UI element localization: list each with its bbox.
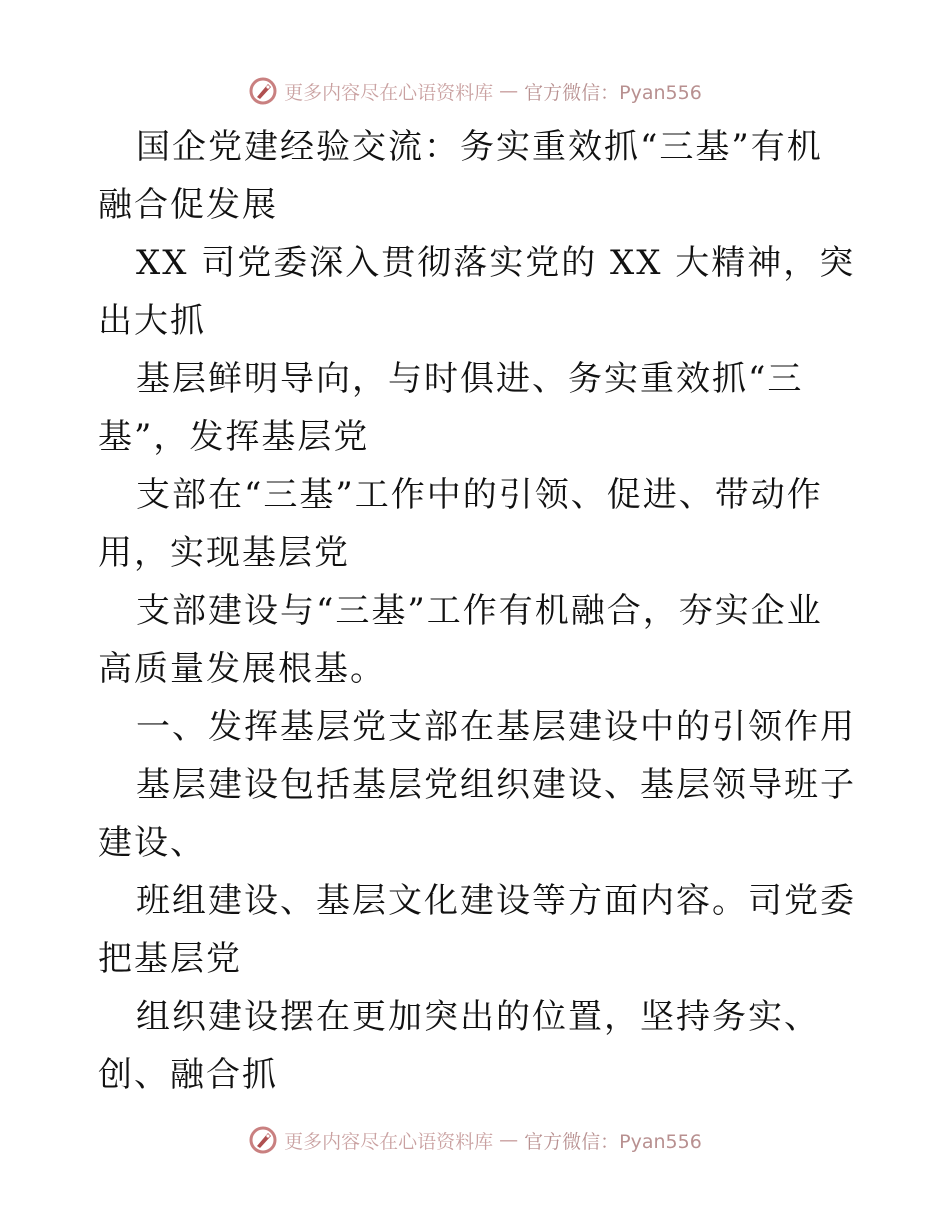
- watermark-wechat: 官方微信：Pyan556: [524, 1130, 702, 1153]
- paragraph: 支部建设与“三基”工作有机融合，夯实企业高质量发展根基。: [98, 591, 823, 689]
- header-watermark: [0, 71, 950, 111]
- watermark-text: 更多内容尽在心语资料库: [284, 81, 494, 104]
- paragraph: 基层鲜明导向，与时俱进、务实重效抓“三基”，发挥基层党: [98, 359, 804, 457]
- section-heading: 一、发挥基层党支部在基层建设中的引领作用: [136, 707, 856, 747]
- footer-watermark: [0, 1120, 950, 1160]
- watermark-dash: —: [499, 1129, 519, 1151]
- document-title: 国企党建经验交流：务实重效抓“三基”有机融合促发展: [98, 127, 823, 225]
- watermark-text: 更多内容尽在心语资料库: [284, 1130, 494, 1153]
- paragraph: 支部在“三基”工作中的引领、促进、带动作用，实现基层党: [98, 475, 823, 573]
- watermark-dash: —: [499, 80, 519, 102]
- pen-nib-circle-icon: [248, 1125, 278, 1155]
- pen-nib-circle-icon: [248, 76, 278, 106]
- watermark-wechat: 官方微信：Pyan556: [524, 81, 702, 104]
- paragraph: 组织建设摆在更加突出的位置，坚持务实、创、融合抓: [98, 997, 820, 1095]
- paragraph: XX 司党委深入贯彻落实党的 XX 大精神，突出大抓: [98, 243, 856, 341]
- document-body: [98, 118, 858, 1104]
- paragraph: 基层建设包括基层党组织建设、基层领导班子建设、: [98, 765, 856, 863]
- paragraph: 班组建设、基层文化建设等方面内容。司党委把基层党: [98, 881, 856, 979]
